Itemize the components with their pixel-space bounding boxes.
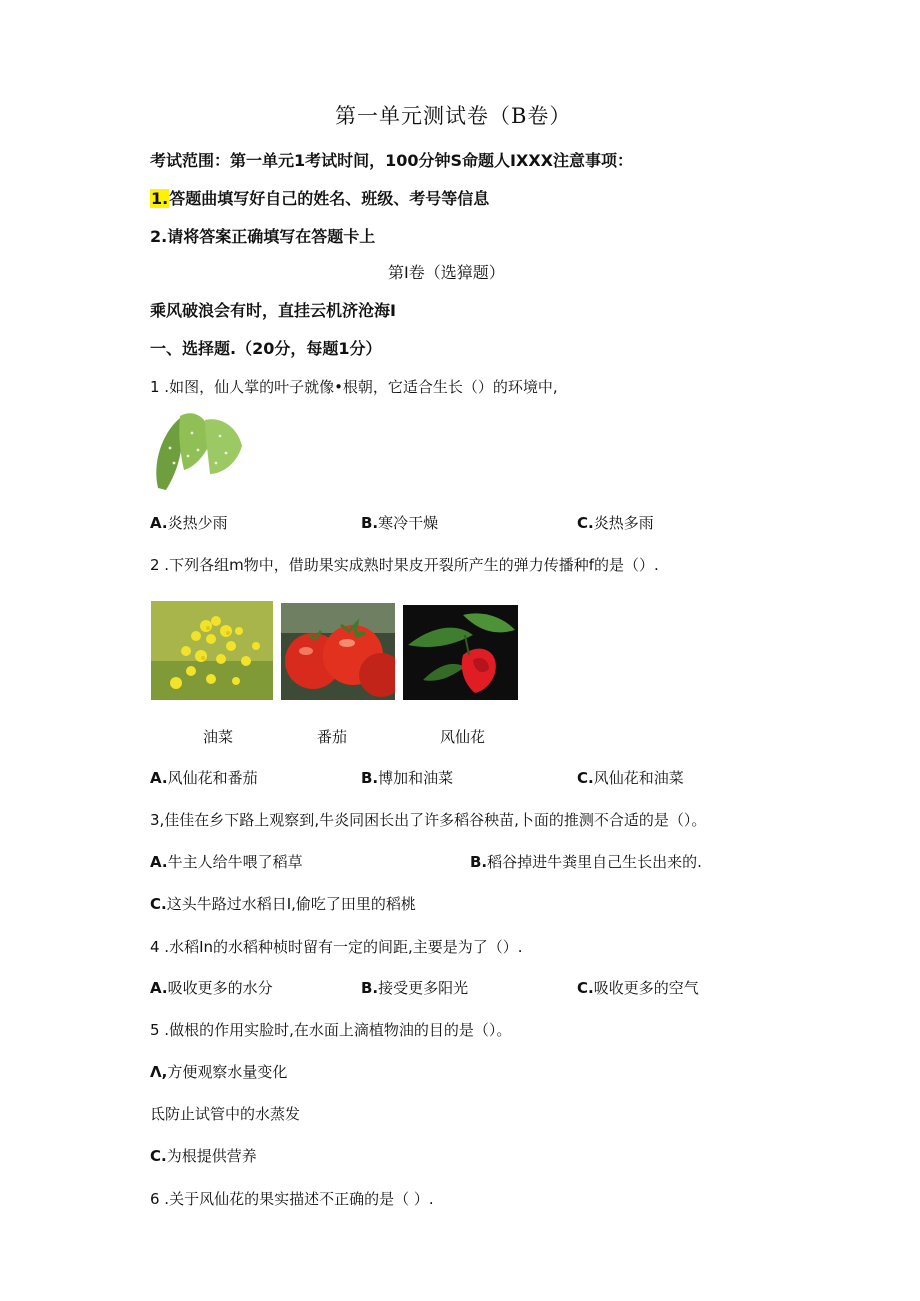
option-letter: Λ, xyxy=(150,1063,168,1081)
q4-option-a xyxy=(150,978,273,998)
option-text: 牛主人给牛喂了稻草 xyxy=(167,853,303,871)
option-letter: B. xyxy=(470,853,488,871)
option-letter: C. xyxy=(150,895,167,913)
question-4-stem: 4 .水稻In的水稻种桢时留有一定的间距,主要是为了（）. xyxy=(150,938,523,956)
option-text: 氐防止试管中的水蒸发 xyxy=(150,1105,301,1123)
page-title: 第一单元测试卷（B卷） xyxy=(335,104,572,128)
caption-tomato: 番茄 xyxy=(317,728,348,746)
option-letter: B. xyxy=(361,514,379,532)
q3-option-a xyxy=(150,852,303,872)
rapeseed-flower-image xyxy=(151,601,273,700)
option-letter: C. xyxy=(577,514,594,532)
option-text: 接受更多阳光 xyxy=(378,979,469,997)
question-3-stem: 3,佳佳在乡下路上观察到,牛炎同困长出了许多稻谷秧苗,卜面的推测不合适的是（）。 xyxy=(150,811,707,829)
option-letter: C. xyxy=(577,769,594,787)
caption-balsam: 风仙花 xyxy=(440,728,486,746)
option-letter: C. xyxy=(577,979,594,997)
tomato-image xyxy=(281,603,395,700)
option-text: 方便观察水量变化 xyxy=(167,1063,288,1081)
caption-rapeseed: 油菜 xyxy=(203,728,234,746)
option-letter: C. xyxy=(150,1147,167,1165)
option-letter: A. xyxy=(150,979,168,997)
q1-option-b xyxy=(361,513,438,533)
note-1 xyxy=(150,188,489,210)
q5-option-a xyxy=(150,1062,287,1082)
motto: 乘风破浪会有时，直挂云机济沧海I xyxy=(150,301,396,320)
q3-option-c xyxy=(150,894,416,914)
cactus-leaf-image xyxy=(150,408,245,492)
option-text: 寒冷干燥 xyxy=(378,514,439,532)
q3-option-b xyxy=(470,852,702,872)
q5-option-c xyxy=(150,1146,257,1166)
option-letter: B. xyxy=(361,979,379,997)
option-letter: A. xyxy=(150,514,168,532)
option-letter: A. xyxy=(150,853,168,871)
option-text: 稻谷掉进牛粪里自己生长出来的. xyxy=(487,853,702,871)
option-text: 风仙花和油菜 xyxy=(593,769,684,787)
question-2-stem: 2 .下列各组m物中，借助果实成熟时果皮开裂所产生的弹力传播种f的是（）. xyxy=(150,556,659,574)
q1-option-c xyxy=(577,513,654,533)
option-text: 为根提供营养 xyxy=(166,1147,257,1165)
note-1-text: 答题曲填写好自己的姓名、班级、考号等信息 xyxy=(169,189,490,208)
q2-option-b xyxy=(361,768,453,788)
balsam-flower-image xyxy=(403,605,518,700)
q4-option-b xyxy=(361,978,468,998)
q2-option-a xyxy=(150,768,258,788)
q4-option-c xyxy=(577,978,699,998)
part-heading: 一、选择题.（20分，每题1分） xyxy=(150,339,382,358)
note-2: 2.请将答案正确填写在答题卡上 xyxy=(150,227,376,246)
q2-option-c xyxy=(577,768,684,788)
exam-info-line: 考试范围：第一单元1考试时间，100分钟S命题人IXXX注意事项： xyxy=(150,151,634,170)
question-6-stem: 6 .关于风仙花的果实描述不正确的是（ ）. xyxy=(150,1190,434,1208)
option-letter: A. xyxy=(150,769,168,787)
option-text: 炎热少雨 xyxy=(167,514,228,532)
note-1-number: 1. xyxy=(151,189,169,208)
question-5-stem: 5 .做根的作用实脸时,在水面上滴植物油的目的是（）。 xyxy=(150,1021,512,1039)
option-text: 这头牛路过水稻日I,偷吃了田里的稻桃 xyxy=(166,895,416,913)
option-text: 吸收更多的水分 xyxy=(167,979,273,997)
q5-option-b xyxy=(150,1104,300,1124)
option-text: 吸收更多的空气 xyxy=(593,979,699,997)
section-title: 第I卷（选獐题） xyxy=(388,263,505,282)
option-text: 炎热多雨 xyxy=(593,514,654,532)
option-text: 博加和油菜 xyxy=(378,769,454,787)
question-1-stem: 1 .如图，仙人掌的叶子就像•根朝，它适合生长（）的环境中, xyxy=(150,378,558,396)
q1-option-a xyxy=(150,513,228,533)
option-text: 风仙花和番茄 xyxy=(167,769,258,787)
option-letter: B. xyxy=(361,769,379,787)
